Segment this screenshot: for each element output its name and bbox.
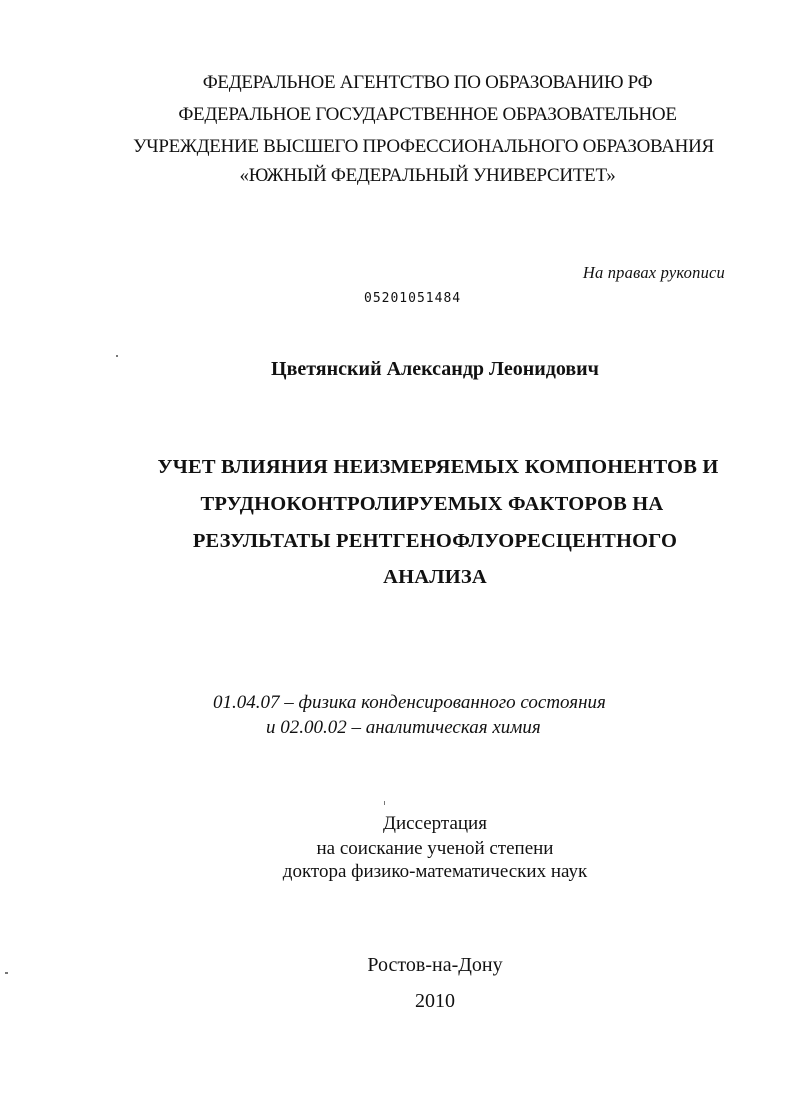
scan-speck bbox=[384, 801, 385, 805]
document-code: 05201051484 bbox=[364, 291, 462, 306]
title-line-2: ТРУДНОКОНТРОЛИРУЕМЫХ ФАКТОРОВ НА bbox=[200, 493, 664, 515]
footer-year: 2010 bbox=[415, 990, 455, 1012]
header-line-university: «ЮЖНЫЙ ФЕДЕРАЛЬНЫЙ УНИВЕРСИТЕТ» bbox=[239, 165, 616, 186]
degree-line-candidacy: на соискание ученой степени bbox=[316, 838, 554, 859]
title-line-4: АНАЛИЗА bbox=[383, 566, 487, 588]
degree-line-dissertation: Диссертация bbox=[383, 813, 487, 834]
header-line-agency: ФЕДЕРАЛЬНОЕ АГЕНТСТВО ПО ОБРАЗОВАНИЮ РФ bbox=[202, 72, 653, 93]
scan-speck bbox=[5, 972, 8, 974]
author-name: Цветянский Александр Леонидович bbox=[271, 358, 599, 380]
specialty-line-2: и 02.00.02 – аналитическая химия bbox=[266, 717, 541, 738]
footer-city: Ростов-на-Дону bbox=[367, 954, 503, 976]
manuscript-rights-note: На правах рукописи bbox=[582, 263, 725, 282]
title-line-3: РЕЗУЛЬТАТЫ РЕНТГЕНОФЛУОРЕСЦЕНТНОГО bbox=[192, 530, 678, 552]
title-line-1: УЧЕТ ВЛИЯНИЯ НЕИЗМЕРЯЕМЫХ КОМПОНЕНТОВ И bbox=[157, 456, 719, 478]
scan-speck bbox=[116, 355, 118, 357]
header-line-institution: УЧРЕЖДЕНИЕ ВЫСШЕГО ПРОФЕССИОНАЛЬНОГО ОБРАЗОВАНИЯ bbox=[133, 136, 714, 157]
degree-line-field: доктора физико-математических наук bbox=[282, 861, 588, 882]
specialty-line-1: 01.04.07 – физика конденсированного состояния bbox=[213, 692, 606, 713]
header-line-federal: ФЕДЕРАЛЬНОЕ ГОСУДАРСТВЕННОЕ ОБРАЗОВАТЕЛЬНОЕ bbox=[178, 104, 677, 125]
